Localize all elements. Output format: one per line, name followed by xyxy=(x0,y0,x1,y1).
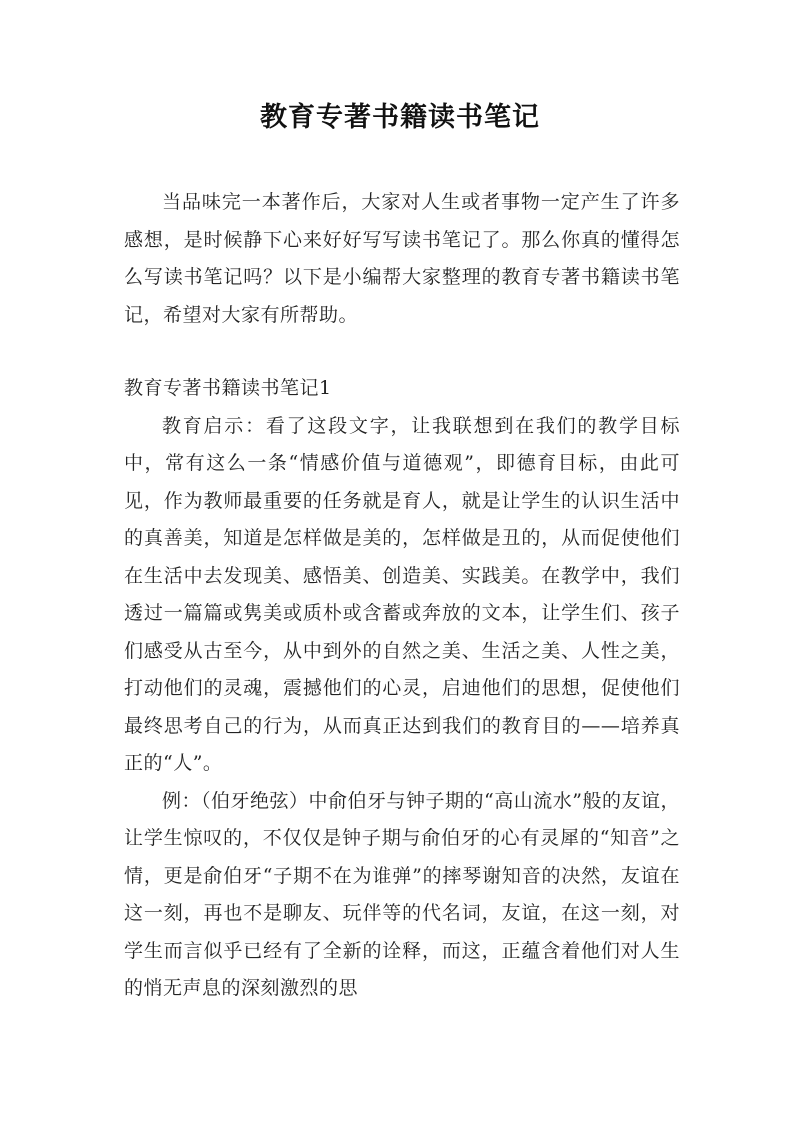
section-heading: 教育专著书籍读书笔记1 xyxy=(124,377,332,399)
body-paragraph-2: 例：（伯牙绝弦）中俞伯牙与钟子期的“高山流水”般的友谊，让学生惊叹的，不仅仅是钟子期与俞伯牙的心有灵犀的“知音”之情，更是俞伯牙“子期不在为谁弹”的摔琴谢知音的决然，友谊在这一刻，再也不是聊友、玩伴等的代名词，友谊，在这一刻，对学生而言似乎已经有了全新的诠释，而这，正蕴含着他们对人生的悄无声息的深刻激烈的思 xyxy=(124,789,680,999)
body-paragraph-1: 教育启示：看了这段文字，让我联想到在我们的教学目标中，常有这么一条“情感价值与道德观”，即德育目标，由此可见，作为教师最重要的任务就是育人，就是让学生的认识生活中的真善美，知道是怎样做是美的，怎样做是丑的，从而促使他们在生活中去发现美、感悟美、创造美、实践美。在教学中，我们透过一篇篇或隽美或质朴或含蓄或奔放的文本，让学生们、孩子们感受从古至今，从中到外的自然之美、生活之美、人性之美，打动他们的灵魂，震撼他们的心灵，启迪他们的思想，促使他们最终思考自己的行为，从而真正达到我们的教育目的——培养真正的“人”。 xyxy=(124,414,680,774)
intro-paragraph: 当品味完一本著作后，大家对人生或者事物一定产生了许多感想，是时候静下心来好好写写读书笔记了。那么你真的懂得怎么写读书笔记吗？以下是小编帮大家整理的教育专著书籍读书笔记，希望对大家有所帮助。 xyxy=(124,191,680,326)
intro-block xyxy=(124,184,680,334)
section-1 xyxy=(124,370,680,1008)
document-title: 教育专著书籍读书笔记 xyxy=(260,102,540,133)
